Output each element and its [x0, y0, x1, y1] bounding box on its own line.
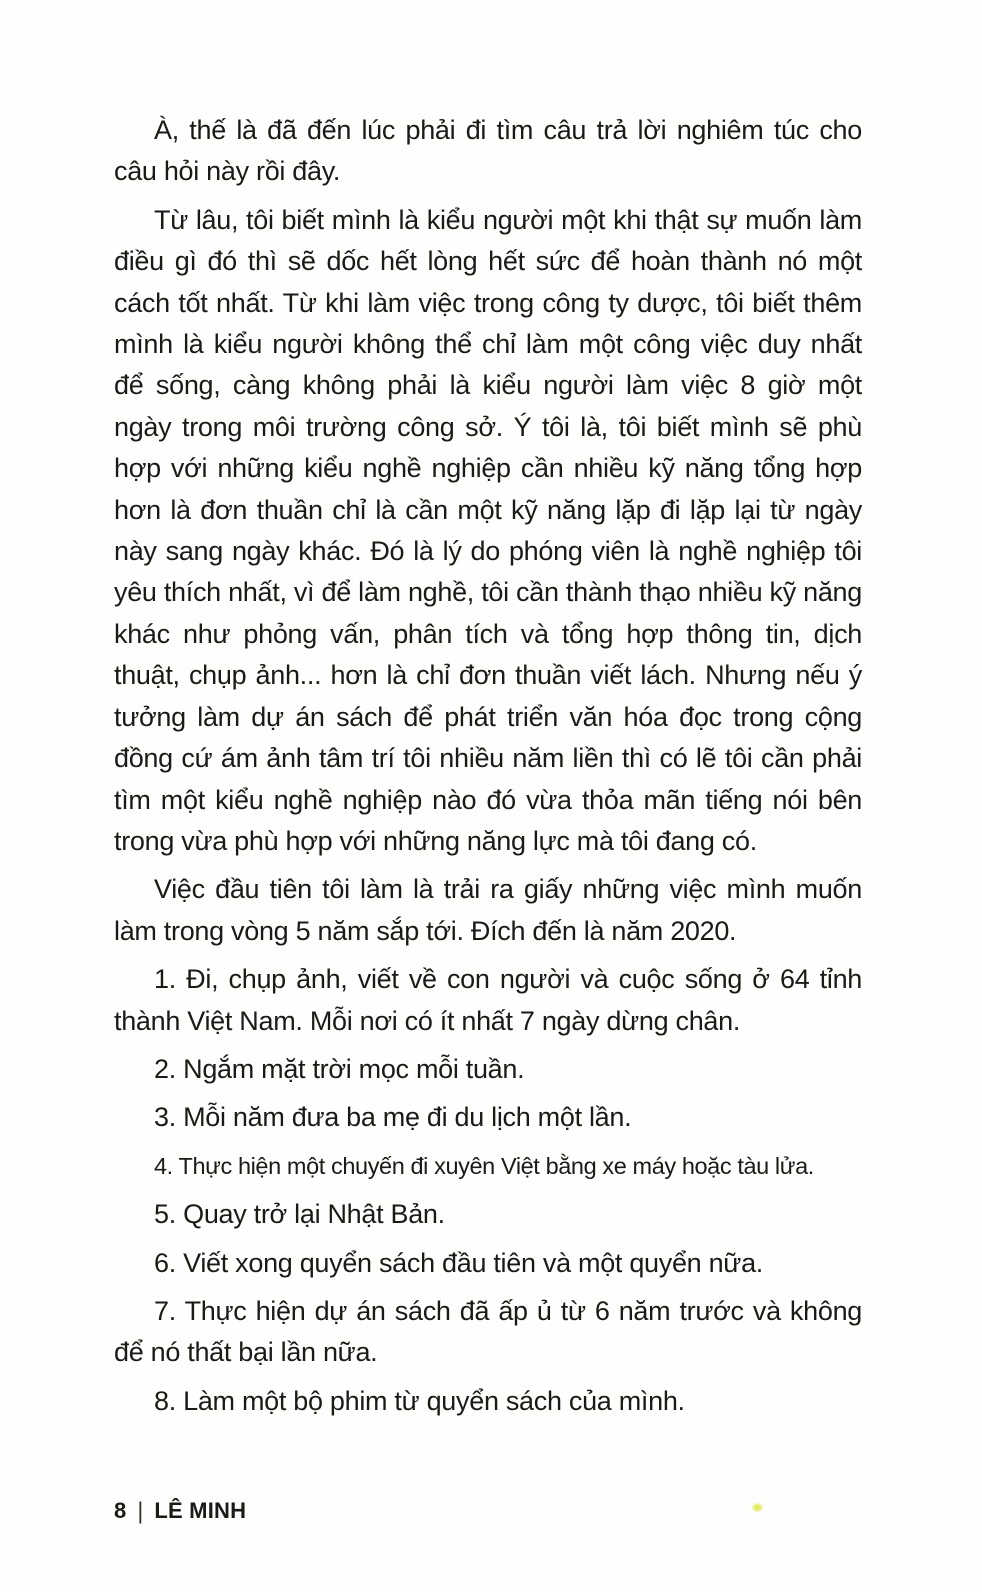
list-item: 3. Mỗi năm đưa ba mẹ đi du lịch một lần.	[154, 1102, 632, 1133]
page-body	[114, 110, 862, 1429]
footer-separator: |	[137, 1497, 144, 1524]
list-item: 1. Đi, chụp ảnh, viết về con người và cuộc sống ở 64 tỉnh thành Việt Nam. Mỗi nơi có ít nhất 7 ngày dừng chân.	[114, 964, 862, 1036]
scan-artifact-dot	[752, 1503, 763, 1512]
list-item: 5. Quay trở lại Nhật Bản.	[154, 1199, 445, 1230]
paragraph: À, thế là đã đến lúc phải đi tìm câu trả lời nghiêm túc cho câu hỏi này rồi đây.	[114, 115, 862, 187]
author-name: LÊ MINH	[154, 1498, 247, 1523]
paragraph: Việc đầu tiên tôi làm là trải ra giấy những việc mình muốn làm trong vòng 5 năm sắp tới. Đích đến là năm 2020.	[114, 874, 862, 946]
list-item: 4. Thực hiện một chuyến đi xuyên Việt bằng xe máy hoặc tàu lửa.	[154, 1152, 814, 1179]
page-footer	[114, 1498, 246, 1524]
list-item: 6. Viết xong quyển sách đầu tiên và một quyển nữa.	[154, 1247, 763, 1278]
list-item: 8. Làm một bộ phim từ quyển sách của mình.	[154, 1385, 685, 1416]
list-item: 7. Thực hiện dự án sách đã ấp ủ từ 6 năm trước và không để nó thất bại lần nữa.	[114, 1295, 862, 1368]
page-number: 8	[114, 1498, 127, 1523]
paragraph: Từ lâu, tôi biết mình là kiểu người một khi thật sự muốn làm điều gì đó thì sẽ dốc hết lòng hết sức để hoàn thành nó một cách tốt nhất. Từ khi làm việc trong công ty dược, tôi biết thêm mình là kiểu người không thể chỉ làm một công việc duy nhất để sống, càng không phải là kiểu người làm việc 8 giờ một ngày trong môi trường công sở. Ý tôi là, tôi biết mình sẽ phù hợp với những kiểu nghề nghiệp cần nhiều kỹ năng tổng hợp hơn là đơn thuần chỉ là cần một kỹ năng lặp đi lặp lại từ ngày này sang ngày khác. Đó là lý do phóng viên là nghề nghiệp tôi yêu thích nhất, vì để làm nghề, tôi cần thành thạo nhiều kỹ năng khác như phỏng vấn, phân tích và tổng hợp thông tin, dịch thuật, chụp ảnh... hơn là chỉ đơn thuần viết lách. Nhưng nếu ý tưởng làm dự án sách để phát triển văn hóa đọc trong cộng đồng cứ ám ảnh tâm trí tôi nhiều năm liền thì có lẽ tôi cần phải tìm một kiểu nghề nghiệp nào đó vừa thỏa mãn tiếng nói bên trong vừa phù hợp với những năng lực mà tôi đang có.	[114, 204, 862, 856]
list-item: 2. Ngắm mặt trời mọc mỗi tuần.	[154, 1053, 525, 1084]
